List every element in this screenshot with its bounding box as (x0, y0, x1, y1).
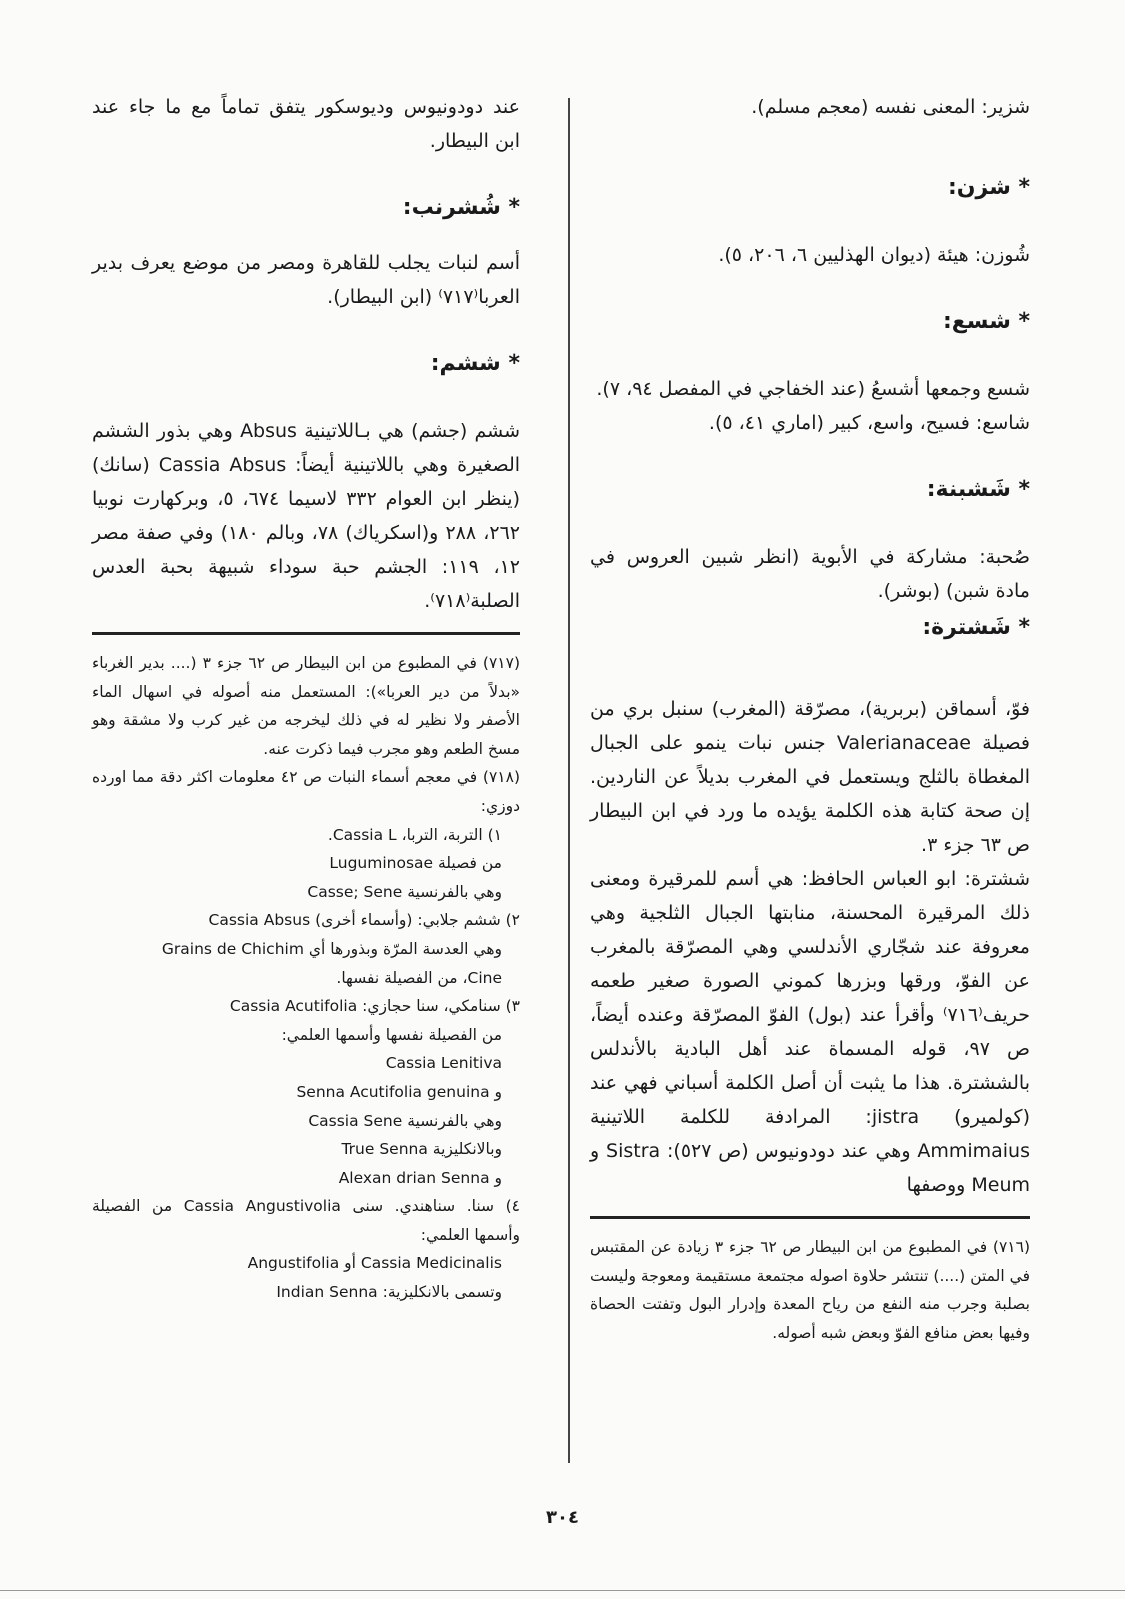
entry-text: شسع وجمعها أشسعُ (عند الخفاجي في المفصل ٩٤، ٧). (596, 378, 1030, 400)
entry-heading: * شسع: (942, 309, 1030, 334)
spacer (92, 228, 520, 246)
right-column (590, 90, 1030, 1347)
entry-text: ششترة: ابو العباس الحافظ: هي أسم للمرقيرة ومعنى ذلك المرقيرة المحسنة، منابتها الجبال الثلجية وهي معروفة عند شجّاري الأندلسي وهي المصرّقة بالمغرب عن الفوّ، ورقها وبزرها كموني الصورة صغير طعمه حريف⁽٧١٦⁾ وأقرأ عند (بول) الفوّ المصرّقة وعنده أيضاً، ص ٩٧، قوله المسماة عند أهل البادية بالأندلس بالششترة. هذا ما يثبت أن أصل الكلمة أسباني فهي عند (كولميرو) jistra: المرادفة للكلمة اللاتينية Ammimaius وهي عند دودونيوس (ص ٥٢٧): Sistra و Meum ووصفها (590, 868, 1030, 1196)
spacer (590, 342, 1030, 372)
footnote-line: وتسمى بالانكليزية: Indian Senna (276, 1283, 502, 1302)
entry-text: شُوزن: هيئة (ديوان الهذليين ٦، ٢٠٦، ٥). (718, 244, 1030, 266)
spacer (590, 648, 1030, 692)
column-divider (568, 98, 570, 1463)
entry-text: ششم (جشم) هي بـاللاتينية Absus وهي بذور الششم الصغيرة وهي باللاتينية أيضاً: Cassia Absus (سانك) (ينظر ابن العوام ٣٣٢ لاسيما ٦٧٤، ٥، وبركهارت نوبيا ٢٦٢، ٢٨٨ و(اسكرياك) ٧٨، وبالم ١٨٠) وفي صفة مصر ١٢، ١١٩: الجشم حبة سوداء شبيهة بحبة العدس الصلبة⁽٧١٨⁾. (92, 420, 521, 612)
footnote-line: ٤) سنا. سناهندي. سنى Cassia Angustivolia من الفصيلة وأسمها العلمي: (92, 1197, 520, 1244)
entry-heading: * شزن: (947, 175, 1030, 200)
spacer (590, 440, 1030, 470)
spacer (590, 510, 1030, 540)
left-footnotes (92, 649, 520, 1307)
footnote-line: Cine، من الفصيلة نفسها. (336, 968, 502, 987)
spacer (590, 208, 1030, 238)
footnote-line: (٧١٧) في المطبوع من ابن البيطار ص ٦٢ جزء ٣ (.... بدير الغرباء «بدلاً من دير العربا»): المستعمل منه أصوله في اسهال الماء الأصفر ولا نظير له في ذلك ليخرجه من غير كرب ولا مشقة وهو مسخ الطعم وهو مجرب فيما ذكرت عنه. (92, 654, 520, 758)
entry-text: صُحبة: مشاركة في الأبوية (انظر شبين العروس في مادة شبن) (بوشر). (590, 546, 1030, 602)
footnote-line: وهي بالفرنسية Cassia Sene (308, 1111, 502, 1130)
entry-heading: * شُشرنب: (402, 195, 520, 220)
page-number: ٣٠٤ (546, 1507, 579, 1528)
spacer (590, 124, 1030, 168)
entry-heading: * شَشبنة: (926, 477, 1030, 502)
spacer (92, 314, 520, 344)
left-column (92, 90, 520, 1307)
footnote-line: من الفصيلة نفسها وأسمها العلمي: (281, 1025, 502, 1044)
footnote-line: و Alexan drian Senna (338, 1168, 502, 1187)
entry-text: شاسع: فسيح، واسع، كبير (اماري ٤١، ٥). (708, 412, 1030, 434)
footnote-rule (590, 1216, 1030, 1219)
footnote-rule (92, 632, 520, 635)
entry-text: فوّ، أسماقن (بربرية)، مصرّقة (المغرب) سنبل بري من فصيلة Valerianaceae جنس نبات ينمو على الجبال المغطاة بالثلج ويستعمل في المغرب بديلاً عن الناردين. إن صحة كتابة هذه الكلمة يؤيده ما ورد في ابن البيطار ص ٦٣ جزء ٣. (590, 698, 1030, 856)
entry-text: أسم لنبات يجلب للقاهرة ومصر من موضع يعرف بدير العربا⁽٧١٧⁾ (ابن البيطار). (92, 252, 520, 308)
spacer (92, 384, 520, 414)
entry-text: شزير: المعنى نفسه (معجم مسلم). (751, 96, 1030, 118)
footnote-line: ٣) سنامكي، سنا حجازي: Cassia Acutifolia (229, 997, 520, 1016)
footnote-line: وهي العدسة المرّة وبذورها أي Grains de Chichim (161, 939, 502, 958)
entry-heading: * ششم: (430, 351, 520, 376)
entry-heading: * شَشترة: (922, 615, 1030, 640)
footnote-line: من فصيلة Luguminosae (329, 854, 502, 873)
right-entries (590, 90, 1030, 1202)
footnote-line: وهي بالفرنسية Casse; Sene (307, 882, 502, 901)
footnote-line: Cassia Medicinalis أو Angustifolia (247, 1254, 502, 1273)
footnote-line: (٧١٦) في المطبوع من ابن البيطار ص ٦٢ جزء ٣ زيادة عن المقتبس في المتن (....) تنتشر حلاوة اصوله مجتمعة مستقيمة ومعوجة وليست بصلبة وجرب منه النفع من رياح المعدة وإدرار البول وتفتت الحصاة وفيها بعض منافع الفوّ وبعض شبه أصوله. (590, 1238, 1030, 1342)
left-entries (92, 90, 520, 618)
footnote-line: ١) التربة، التربا، Cassia L. (327, 825, 502, 844)
footnote-line: ٢) ششم جلابي: (وأسماء أخرى) Cassia Absus (208, 911, 520, 930)
page-bottom-edge (0, 1590, 1125, 1591)
footnote-line: (٧١٨) في معجم أسماء النبات ص ٤٢ معلومات اكثر دقة مما اورده دوزي: (92, 768, 520, 815)
spacer (92, 158, 520, 188)
footnote-line: و Senna Acutifolia genuina (296, 1082, 502, 1101)
entry-text: عند دودونيوس وديوسكور يتفق تماماً مع ما جاء عند ابن البيطار. (92, 96, 520, 152)
spacer (590, 272, 1030, 302)
right-footnotes (590, 1233, 1030, 1347)
footnote-line: Cassia Lenitiva (385, 1054, 502, 1073)
footnote-line: وبالانكليزية True Senna (341, 1140, 502, 1159)
